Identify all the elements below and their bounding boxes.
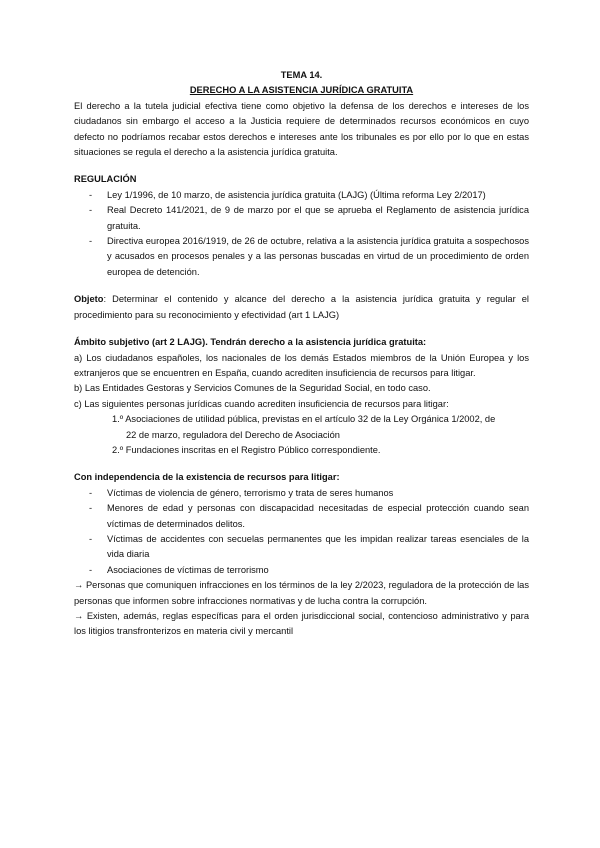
independencia-list <box>74 486 529 578</box>
ambito-item-a: a) Los ciudadanos españoles, los nacionales de los demás Estados miembros de la Unión Europea y los extranjeros que se encuentren en España, cuando acrediten insuficiencia de recursos para litigar. <box>74 352 529 378</box>
list-item: - Asociaciones de víctimas de terrorismo <box>74 563 529 578</box>
independencia-heading: Con independencia de la existencia de recursos para litigar: <box>74 472 340 483</box>
ambito-item-c: c) Las siguientes personas jurídicas cuando acrediten insuficiencia de recursos para litigar: <box>74 398 449 409</box>
list-item: - Víctimas de violencia de género, terrorismo y trata de seres humanos <box>74 486 529 501</box>
list-item: - Real Decreto 141/2021, de 9 de marzo por el que se aprueba el Reglamento de asistencia jurídica gratuita. <box>74 203 529 234</box>
note-specific-rules: → Existen, además, reglas específicas para el orden jurisdiccional social, contencioso administrativo y para los litigios transfronterizos en materia civil y mercantil <box>74 611 529 637</box>
document-title: DERECHO A LA ASISTENCIA JURÍDICA GRATUITA <box>189 85 414 96</box>
list-item: - Directiva europea 2016/1919, de 26 de octubre, relativa a la asistencia jurídica gratuita a sospechosos y acusados en procesos penales y a las personas buscadas en virtud de un procedimiento de orden europea de detención. <box>74 234 529 280</box>
regulacion-list <box>74 188 529 280</box>
document-page <box>74 68 529 640</box>
regulacion-heading: REGULACIÓN <box>74 174 137 185</box>
list-item: - Víctimas de accidentes con secuelas permanentes que les impidan realizar tareas esenciales de la vida diaria <box>74 532 529 563</box>
ambito-heading: Ámbito subjetivo (art 2 LAJG). Tendrán derecho a la asistencia jurídica gratuita: <box>74 337 427 348</box>
objeto-paragraph <box>74 292 529 323</box>
objeto-text: : Determinar el contenido y alcance del derecho a la asistencia jurídica gratuita y regular el procedimiento para su reconocimiento y efectividad (art 1 LAJG) <box>74 294 529 320</box>
objeto-label: Objeto <box>74 294 104 305</box>
ambito-item-c1-cont: 22 de marzo, reguladora del Derecho de Asociación <box>126 429 340 440</box>
ambito-item-b: b) Las Entidades Gestoras y Servicios Comunes de la Seguridad Social, en todo caso. <box>74 383 431 394</box>
intro-paragraph: El derecho a la tutela judicial efectiva tiene como objetivo la defensa de los derechos e intereses de los ciudadanos sin embargo el acceso a la Justicia requiere de determinados recursos económicos en cuyo defecto no podríamos recabar estos derechos e intereses ante los tribunales es por ello por lo que en estas situaciones se regula el derecho a la asistencia jurídica gratuita. <box>74 100 529 158</box>
ambito-item-c2: 2.º Fundaciones inscritas en el Registro Público correspondiente. <box>112 444 381 455</box>
tema-number: TEMA 14. <box>280 70 323 80</box>
note-whistleblower: → Personas que comuniquen infracciones en los términos de la ley 2/2023, reguladora de la protección de las personas que informen sobre infracciones normativas y de lucha contra la corrupción. <box>74 580 529 606</box>
list-item: - Ley 1/1996, de 10 marzo, de asistencia jurídica gratuita (LAJG) (Última reforma Ley 2/2017) <box>74 188 529 203</box>
list-item: - Menores de edad y personas con discapacidad necesitadas de especial protección cuando sean víctimas de determinados delitos. <box>74 501 529 532</box>
ambito-item-c1: 1.º Asociaciones de utilidad pública, previstas en el artículo 32 de la Ley Orgánica 1/2002, de <box>112 414 496 425</box>
